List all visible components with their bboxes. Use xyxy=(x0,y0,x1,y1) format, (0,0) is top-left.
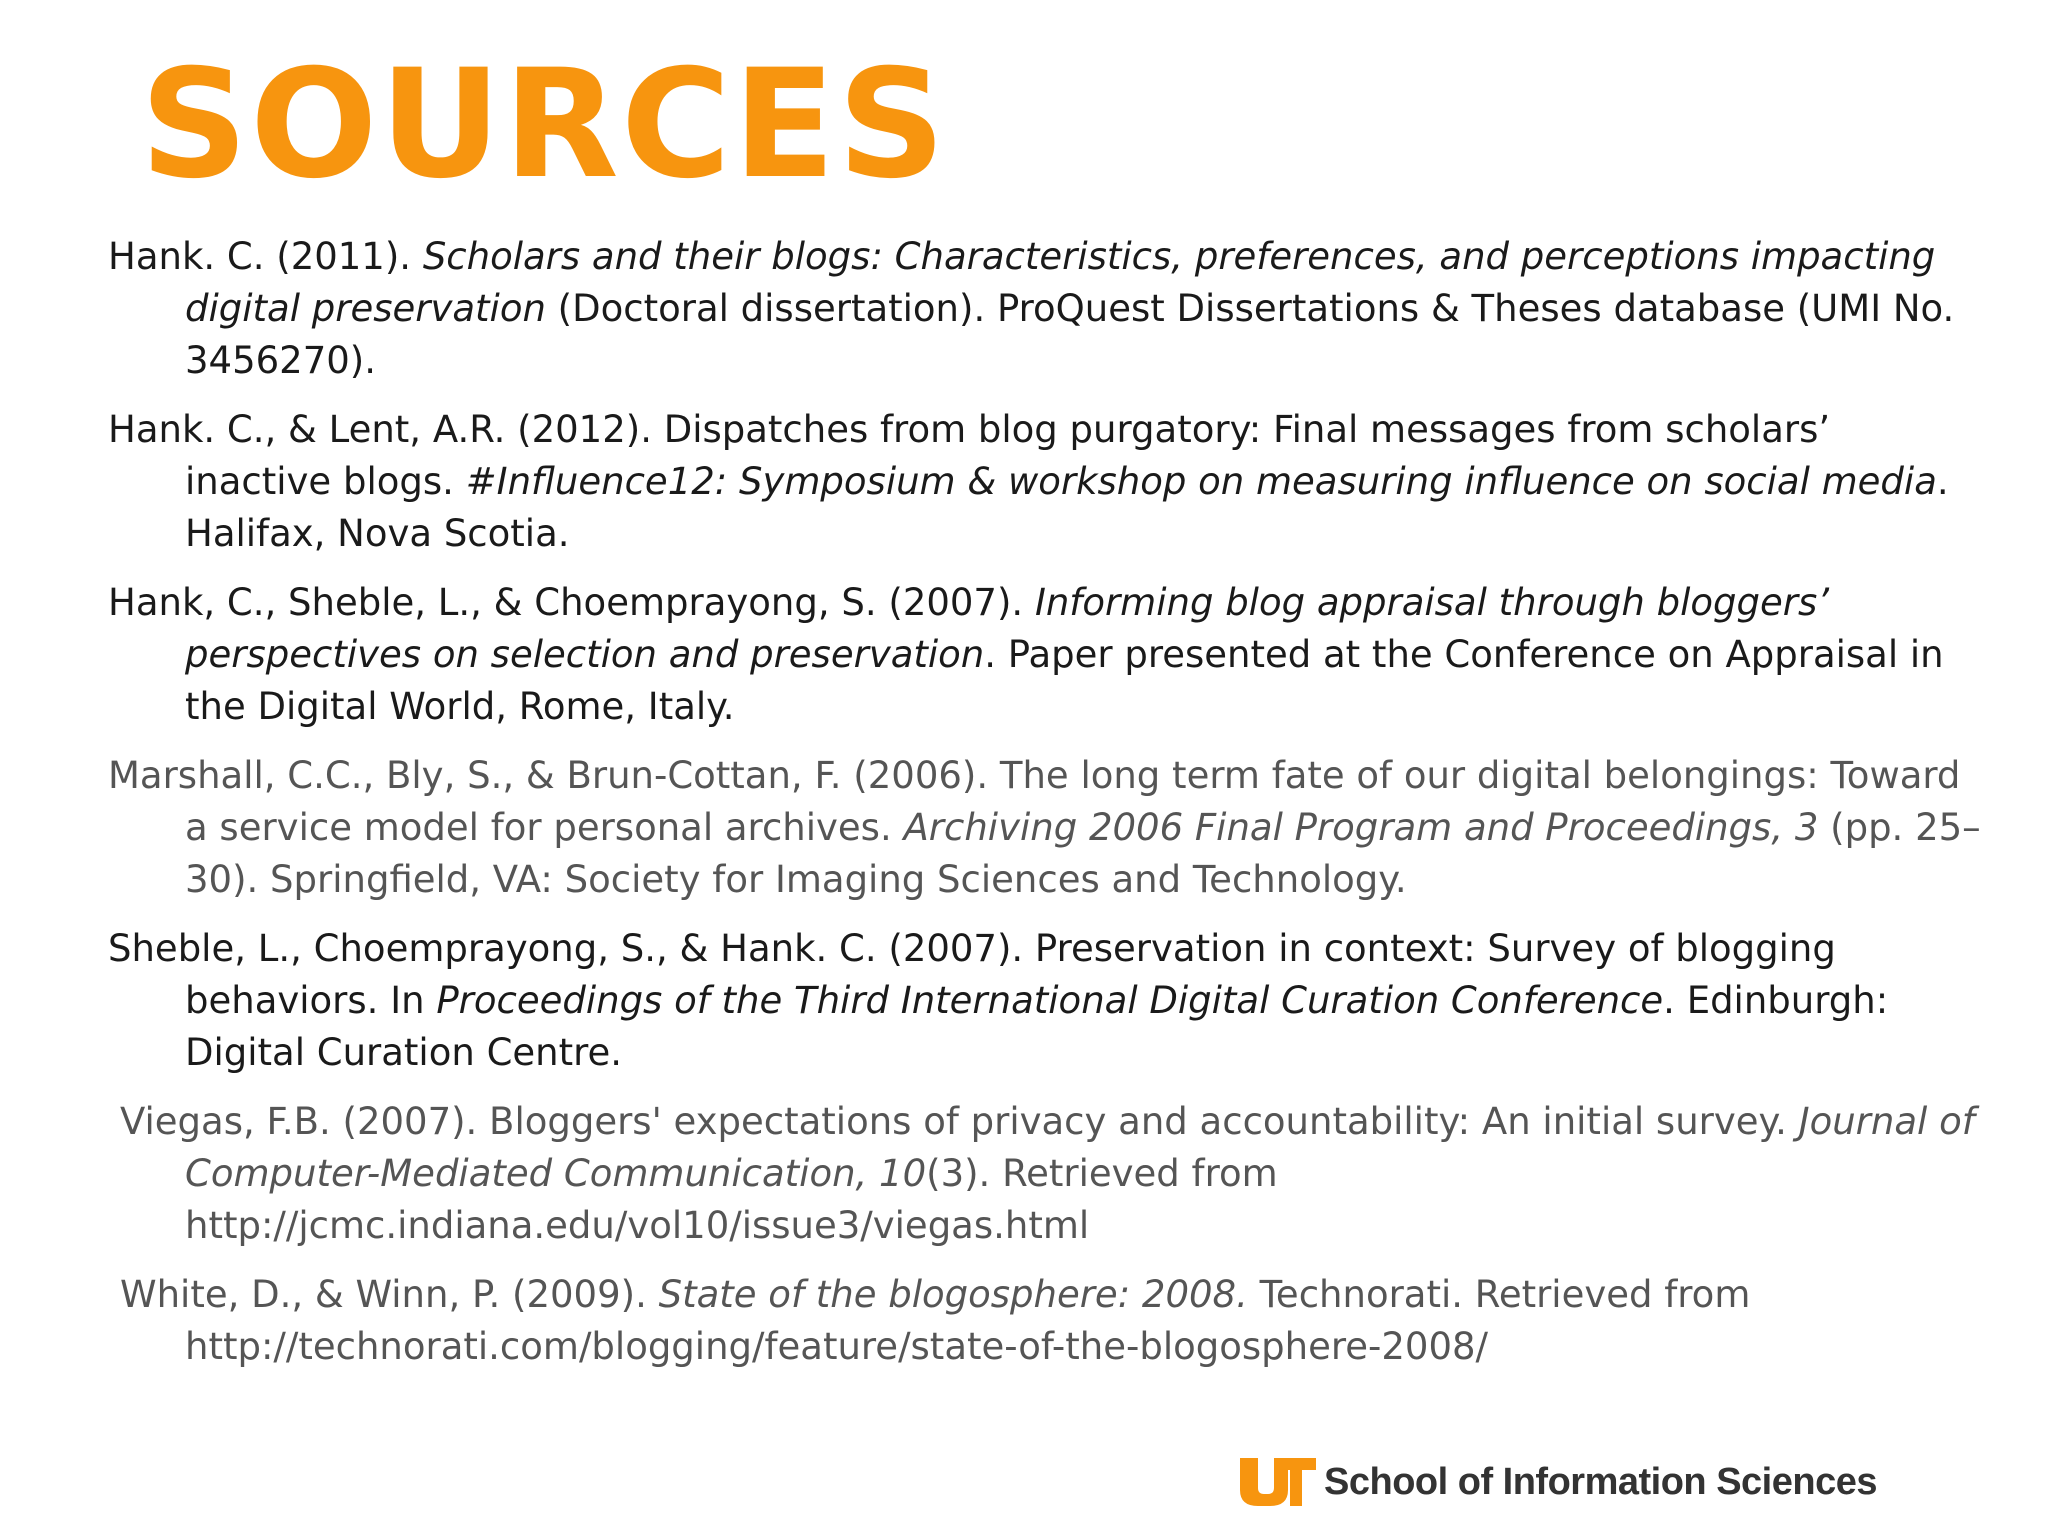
ref-title: Archiving 2006 Final Program and Proceedings, 3 xyxy=(903,806,1819,849)
ref-text: Sheble, L., Choemprayong, S., & Hank. C. (2007). Preservation in context: Survey of blogging behaviors. In xyxy=(108,927,1836,1022)
ref-title: State of the blogosphere: 2008. xyxy=(658,1273,1248,1316)
reference-item xyxy=(120,1096,1988,1252)
ref-text: . Edinburgh: Digital Curation Centre. xyxy=(185,979,1889,1074)
reference-item xyxy=(108,231,1988,387)
reference-item xyxy=(108,750,1988,906)
ref-text: (Doctoral dissertation). ProQuest Dissertations & Theses database (UMI No. 3456270). xyxy=(185,287,1955,382)
school-name: School of Information Sciences xyxy=(1324,1460,1877,1503)
ref-text: . Halifax, Nova Scotia. xyxy=(185,460,1949,555)
ref-text: Viegas, F.B. (2007). Bloggers' expectations of privacy and accountability: An initial survey. xyxy=(120,1100,1799,1143)
ref-text: White, D., & Winn, P. (2009). xyxy=(120,1273,659,1316)
ref-title: #Influence12: Symposium & workshop on measuring influence on social media xyxy=(465,460,1937,503)
ref-text: Hank. C. (2011). xyxy=(108,235,423,278)
ref-text: (pp. 25–30). Springfield, VA: Society for Imaging Sciences and Technology. xyxy=(185,806,1981,901)
ref-text: Technorati. Retrieved from http://technorati.com/blogging/feature/state-of-the-blogosphere-2008/ xyxy=(185,1273,1751,1368)
ref-text: . Paper presented at the Conference on Appraisal in the Digital World, Rome, Italy. xyxy=(185,633,1944,728)
ref-text: Marshall, C.C., Bly, S., & Brun-Cottan, F. (2006). The long term fate of our digital belongings: Toward a service model for personal archives. xyxy=(108,754,1961,849)
reference-item xyxy=(108,577,1988,733)
ref-text: Hank, C., Sheble, L., & Choemprayong, S. (2007). xyxy=(108,581,1035,624)
ut-logo-icon xyxy=(1238,1458,1316,1506)
reference-item xyxy=(108,404,1988,560)
ref-title: Informing blog appraisal through bloggers’ perspectives on selection and preservation xyxy=(185,581,1829,676)
reference-item xyxy=(120,1269,1988,1373)
reference-item xyxy=(108,923,1988,1079)
ref-title: Proceedings of the Third International Digital Curation Conference xyxy=(436,979,1664,1022)
reference-list xyxy=(108,231,1988,1390)
ref-text: (3). Retrieved from http://jcmc.indiana.edu/vol10/issue3/viegas.html xyxy=(185,1152,1278,1247)
ref-text: Hank. C., & Lent, A.R. (2012). Dispatches from blog purgatory: Final messages from scholars’ inactive blogs. xyxy=(108,408,1831,503)
ref-title: Scholars and their blogs: Characteristics, preferences, and perceptions impacting digital preservation xyxy=(185,235,1936,330)
slide-title: SOURCES xyxy=(140,38,948,212)
ref-title: Journal of Computer-Mediated Communication, 10 xyxy=(185,1100,1975,1195)
school-logo xyxy=(1238,1452,1877,1512)
